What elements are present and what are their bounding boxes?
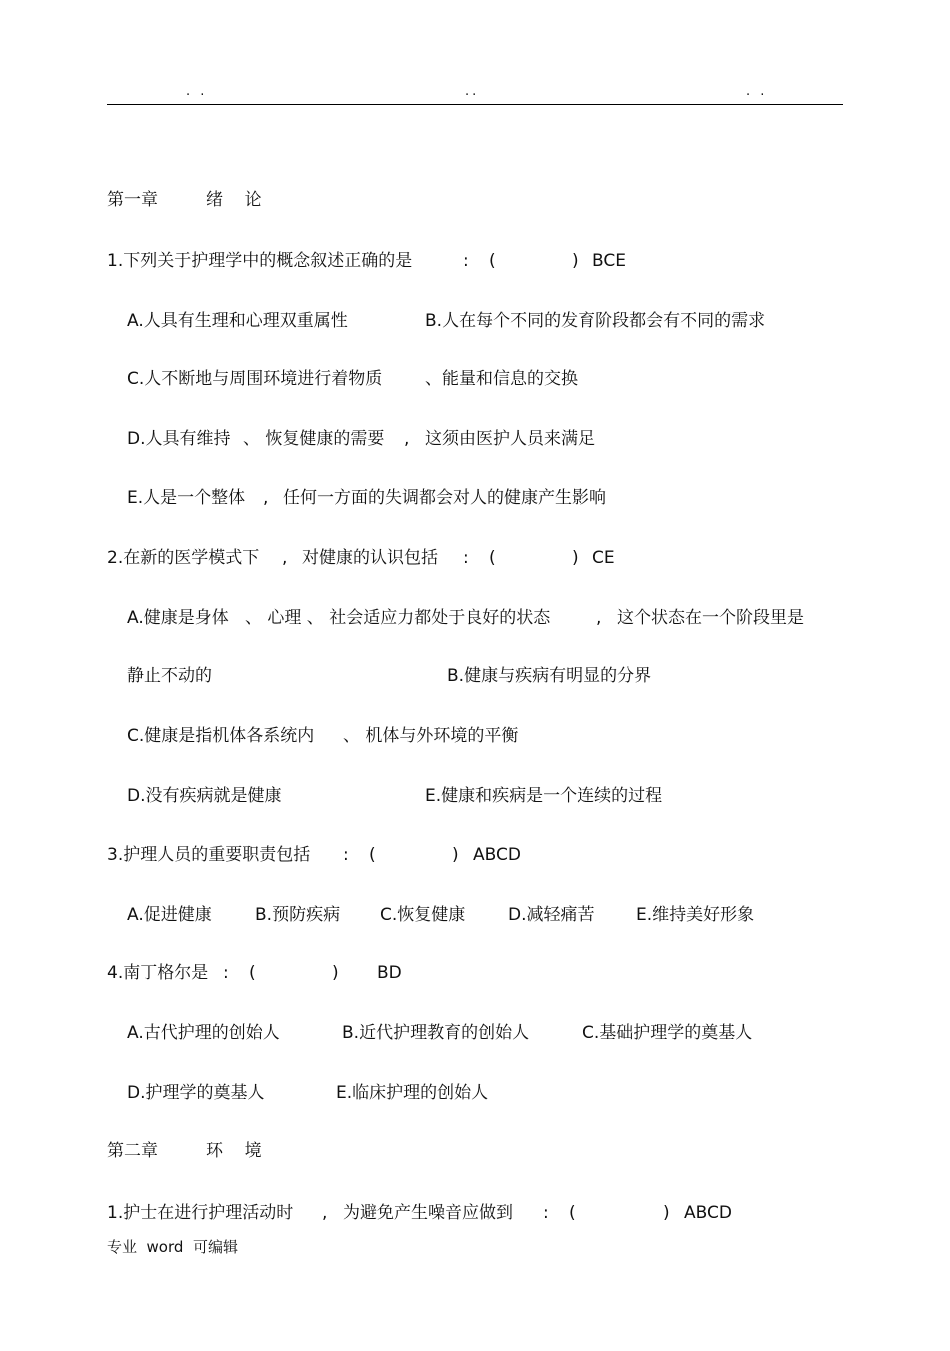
q2-option-a-wrap: 静止不动的 [127, 666, 212, 686]
header-dots-center: .. [465, 84, 480, 99]
q2-paren-open: ( [489, 548, 496, 568]
q1-option-d-tail: 这须由医护人员来满足 [425, 429, 595, 449]
q2-option-c: C.健康是指机体各系统内 [127, 726, 315, 746]
q1-option-e-comma: , [263, 488, 269, 508]
q2-stem: 2.在新的医学模式下 [107, 548, 260, 568]
q1-option-d-comma: , [404, 429, 410, 449]
q2-option-e: E.健康和疾病是一个连续的过程 [425, 786, 663, 806]
q2-option-a-comma: , [596, 608, 602, 628]
q1-paren-close: ) [572, 251, 579, 271]
q2-option-a-cont: 、 心理 、 社会适应力都处于良好的状态 [245, 608, 551, 628]
q1-answer: BCE [592, 251, 626, 271]
q4-stem: 4.南丁格尔是 [107, 963, 209, 983]
footer-note: 专业 word 可编辑 [107, 1238, 238, 1256]
q4-paren-close: ) [332, 963, 339, 983]
q3-option-c: C.恢复健康 [380, 905, 466, 925]
q4-option-e: E.临床护理的创始人 [336, 1083, 489, 1103]
q1-option-a: A.人具有生理和心理双重属性 [127, 311, 348, 331]
q4-option-b: B.近代护理教育的创始人 [342, 1023, 530, 1043]
q2-stem-tail: 对健康的认识包括 [302, 548, 438, 568]
q4-paren-open: ( [249, 963, 256, 983]
c2q1-answer: ABCD [684, 1203, 732, 1223]
c2q1-paren-open: ( [569, 1203, 576, 1223]
q3-answer: ABCD [473, 845, 521, 865]
c2q1-stem-tail: 为避免产生噪音应做到 [343, 1203, 513, 1223]
q2-option-a-tail: 这个状态在一个阶段里是 [617, 608, 804, 628]
header-dots-left: . . [186, 84, 208, 99]
q3-option-e: E.维持美好形象 [636, 905, 755, 925]
q1-option-c-cont: 、能量和信息的交换 [425, 369, 578, 389]
q1-colon: : [463, 251, 469, 271]
q2-colon: : [463, 548, 469, 568]
q1-option-b: B.人在每个不同的发育阶段都会有不同的需求 [425, 311, 766, 331]
q3-paren-close: ) [452, 845, 459, 865]
header-rule [107, 104, 843, 105]
q1-stem: 1.下列关于护理学中的概念叙述正确的是 [107, 251, 413, 271]
c2q1-paren-close: ) [663, 1203, 670, 1223]
header-dots-right: . . [746, 84, 768, 99]
chapter2-title: 第二章 [107, 1141, 158, 1161]
q3-paren-open: ( [369, 845, 376, 865]
q2-answer: CE [592, 548, 615, 568]
chapter1-name: 绪 论 [206, 190, 262, 210]
q3-option-b: B.预防疾病 [255, 905, 341, 925]
q4-colon: : [223, 963, 229, 983]
q1-paren-open: ( [489, 251, 496, 271]
q4-option-c: C.基础护理学的奠基人 [582, 1023, 753, 1043]
c2q1-colon: : [543, 1203, 549, 1223]
q3-stem: 3.护理人员的重要职责包括 [107, 845, 311, 865]
q3-option-a: A.促进健康 [127, 905, 212, 925]
q3-option-d: D.减轻痛苦 [508, 905, 595, 925]
c2q1-stem: 1.护士在进行护理活动时 [107, 1203, 294, 1223]
q2-option-d: D.没有疾病就是健康 [127, 786, 282, 806]
c2q1-stem-comma: , [322, 1203, 328, 1223]
chapter1-title: 第一章 [107, 190, 158, 210]
chapter2-name: 环 境 [206, 1141, 262, 1161]
q2-option-b: B.健康与疾病有明显的分界 [447, 666, 652, 686]
q1-option-e: E.人是一个整体 [127, 488, 246, 508]
q1-option-c: C.人不断地与周围环境进行着物质 [127, 369, 383, 389]
q2-option-c-cont: 、 机体与外环境的平衡 [343, 726, 519, 746]
q2-paren-close: ) [572, 548, 579, 568]
q2-stem-comma: , [282, 548, 288, 568]
q4-option-d: D.护理学的奠基人 [127, 1083, 265, 1103]
q1-option-d: D.人具有维持 [127, 429, 231, 449]
q3-colon: : [343, 845, 349, 865]
q4-answer: BD [377, 963, 402, 983]
q1-option-e-tail: 任何一方面的失调都会对人的健康产生影响 [283, 488, 606, 508]
q1-option-d-cont: 、 恢复健康的需要 [243, 429, 385, 449]
q2-option-a: A.健康是身体 [127, 608, 229, 628]
q4-option-a: A.古代护理的创始人 [127, 1023, 280, 1043]
